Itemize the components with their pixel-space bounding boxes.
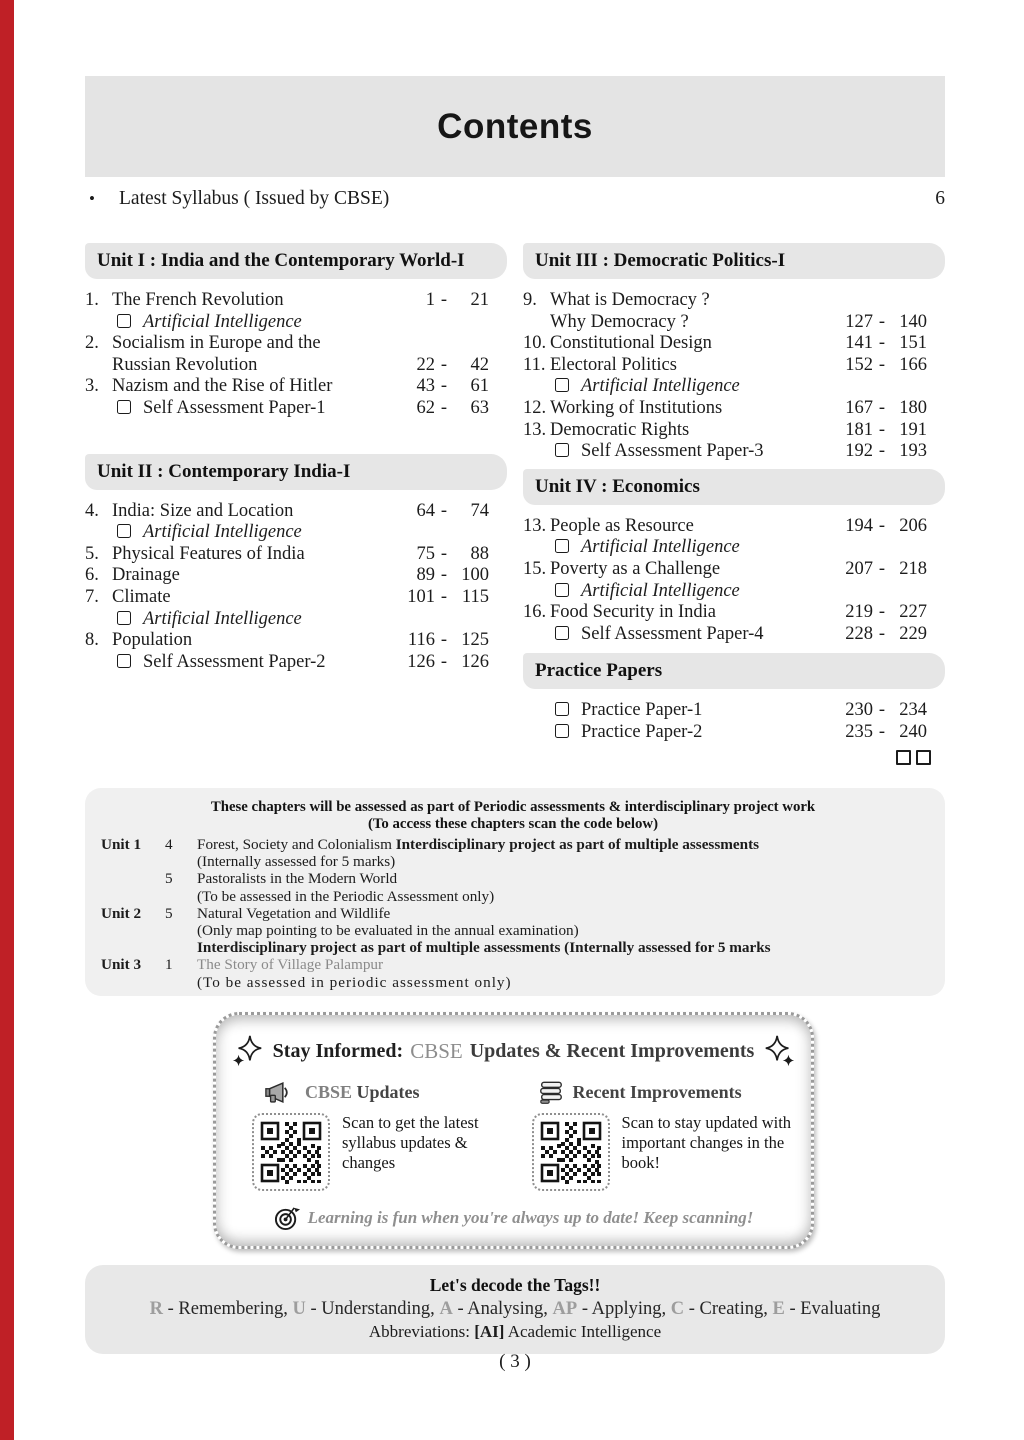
page-range-start: 152 bbox=[845, 354, 873, 375]
assessed-bold-note: Interdisciplinary project as part of multiple assessments bbox=[395, 836, 760, 853]
recent-improvements-header: Recent Improvements bbox=[538, 1080, 812, 1105]
toc-item-number: 4. bbox=[85, 500, 99, 521]
toc-subitem-title: Self Assessment Paper-3 bbox=[581, 441, 764, 462]
page-range-end: 206 bbox=[899, 515, 927, 536]
unit-header: Unit IV : Economics bbox=[523, 469, 945, 505]
assessed-unit: Unit 1 bbox=[101, 836, 142, 853]
page-range-start: 194 bbox=[845, 515, 873, 536]
toc-item-title: Russian Revolution bbox=[112, 354, 258, 375]
toc-subitem-title: Artificial Intelligence bbox=[581, 537, 740, 558]
bullet-icon: • bbox=[89, 189, 95, 208]
toc-item-title: Poverty as a Challenge bbox=[550, 558, 721, 579]
toc-subrow bbox=[85, 652, 507, 674]
toc-row bbox=[85, 376, 507, 398]
page-range-end: 125 bbox=[461, 630, 489, 651]
page-range-start: 1 bbox=[425, 290, 435, 310]
toc-item-title: Electoral Politics bbox=[550, 354, 677, 375]
toc-item-title: Physical Features of India bbox=[112, 543, 305, 564]
assessed-row bbox=[99, 956, 927, 973]
assessed-unit: Unit 3 bbox=[101, 956, 142, 974]
assessed-note: (Internally assessed for 5 marks) bbox=[197, 853, 396, 871]
assessed-chapter-number: 1 bbox=[165, 956, 173, 974]
toc-item-title: Working of Institutions bbox=[550, 397, 723, 418]
sparkle-icon bbox=[762, 1034, 796, 1068]
page-range-start: 181 bbox=[845, 419, 873, 440]
toc-item-title: Why Democracy ? bbox=[550, 311, 689, 332]
assessed-heading: These chapters will be assessed as part of Periodic assessments & interdisciplinary project work bbox=[210, 799, 816, 815]
toc-row-continuation bbox=[85, 355, 507, 377]
assessed-unit: Unit 2 bbox=[101, 904, 142, 922]
megaphone-icon bbox=[264, 1080, 296, 1105]
toc-subitem-title: Artificial Intelligence bbox=[143, 522, 302, 543]
range-dash: - bbox=[878, 515, 886, 536]
page-range-end: 227 bbox=[899, 602, 927, 623]
toc-item-number: 10. bbox=[523, 333, 547, 354]
toc-item-title: People as Resource bbox=[550, 515, 694, 536]
toc-item-number: 15. bbox=[523, 558, 547, 579]
books-icon bbox=[538, 1080, 564, 1105]
page-range-end: 63 bbox=[470, 397, 489, 418]
toc-row bbox=[523, 333, 945, 355]
toc-subitem-title: Practice Paper-2 bbox=[581, 721, 703, 742]
range-dash: - bbox=[878, 441, 886, 462]
range-dash: - bbox=[440, 376, 448, 397]
toc-subitem-title: Artificial Intelligence bbox=[143, 608, 302, 629]
assessed-note-row bbox=[99, 974, 927, 991]
page-range-end: 88 bbox=[470, 543, 489, 564]
assessed-bold-note: Interdisciplinary project as part of multiple assessments (Internally assessed for 5 marks bbox=[197, 939, 771, 957]
checkbox-icon bbox=[896, 750, 911, 765]
toc-row bbox=[85, 544, 507, 566]
toc-row bbox=[523, 516, 945, 538]
toc-subrow bbox=[85, 312, 507, 334]
toc-item-number: 8. bbox=[85, 630, 99, 651]
checkbox-icon bbox=[555, 724, 569, 738]
toc-row bbox=[85, 630, 507, 652]
page-range-start: 89 bbox=[416, 565, 435, 586]
toc-subrow bbox=[523, 376, 945, 398]
toc-row bbox=[85, 587, 507, 609]
range-dash: - bbox=[878, 333, 886, 354]
page-range-end: 140 bbox=[899, 311, 927, 332]
range-dash: - bbox=[440, 651, 448, 672]
cbse-updates-header: CBSE Updates bbox=[264, 1080, 538, 1105]
toc-subrow bbox=[85, 398, 507, 420]
qr-code-icon bbox=[538, 1119, 604, 1185]
toc-row bbox=[85, 333, 507, 355]
syllabus-page: 6 bbox=[935, 188, 945, 209]
toc-item-number: 6. bbox=[85, 565, 99, 586]
page-range-start: 230 bbox=[845, 700, 873, 721]
toc-subitem-title: Self Assessment Paper-1 bbox=[143, 397, 326, 418]
unit-header: Unit III : Democratic Politics-I bbox=[523, 243, 945, 279]
range-dash: - bbox=[440, 630, 448, 651]
toc-item-number: 13. bbox=[523, 515, 547, 536]
decode-tags-line: R - Remembering, U - Understanding, A - Analysing, AP - Applying, C - Creating, E - Evaluating bbox=[149, 1299, 881, 1319]
assessed-chapters-box bbox=[85, 788, 945, 996]
range-dash: - bbox=[440, 565, 448, 586]
toc-subitem-title: Self Assessment Paper-4 bbox=[581, 623, 764, 644]
assessed-note: (To be assessed in periodic assessment only) bbox=[197, 973, 512, 991]
stay-informed-footer: Learning is fun when you're always up to date! Keep scanning! bbox=[216, 1204, 811, 1231]
assessed-subheading: (To access these chapters scan the code below) bbox=[367, 816, 658, 832]
toc-item-title: Nazism and the Rise of Hitler bbox=[112, 376, 333, 397]
syllabus-label: Latest Syllabus ( Issued by CBSE) bbox=[119, 188, 390, 209]
checkbox-icon bbox=[555, 539, 569, 553]
range-dash: - bbox=[878, 397, 886, 418]
page-range-end: 218 bbox=[899, 558, 927, 579]
toc-item-title: What is Democracy ? bbox=[550, 290, 710, 310]
page-range-end: 61 bbox=[470, 376, 489, 397]
toc-row bbox=[85, 290, 507, 312]
toc-subitem-title: Artificial Intelligence bbox=[143, 311, 302, 332]
end-checkbox-icons bbox=[523, 750, 945, 765]
page-range-start: 127 bbox=[845, 311, 873, 332]
page-range-end: 166 bbox=[899, 354, 927, 375]
qr-caption: Scan to get the latest syllabus updates & changes bbox=[342, 1113, 479, 1172]
toc-subrow bbox=[523, 441, 945, 463]
qr-code-book-changes[interactable] bbox=[532, 1113, 610, 1191]
toc-item-title: India: Size and Location bbox=[112, 500, 294, 521]
range-dash: - bbox=[440, 354, 448, 375]
page-range-start: 64 bbox=[416, 500, 435, 521]
toc-item-number: 5. bbox=[85, 543, 99, 564]
range-dash: - bbox=[878, 354, 886, 375]
decode-title: Let's decode the Tags!! bbox=[429, 1275, 601, 1295]
toc-item-number: 16. bbox=[523, 602, 547, 623]
assessed-chapter-number: 5 bbox=[165, 904, 173, 922]
toc-item-number: 2. bbox=[85, 333, 99, 354]
checkbox-icon bbox=[555, 702, 569, 716]
sparkle-icon bbox=[231, 1034, 265, 1068]
range-dash: - bbox=[878, 721, 886, 742]
tag-letter: E bbox=[772, 1299, 785, 1319]
range-dash: - bbox=[878, 602, 886, 623]
book-changes-qr-group bbox=[532, 1113, 812, 1191]
page-range-end: 126 bbox=[461, 651, 489, 672]
stay-informed-title: Stay Informed: CBSE Updates & Recent Improvements bbox=[216, 1034, 811, 1068]
toc-subitem-title: Practice Paper-1 bbox=[581, 700, 703, 721]
checkbox-icon bbox=[117, 654, 131, 668]
assessed-chapter-number: 5 bbox=[165, 870, 173, 888]
toc-row bbox=[523, 398, 945, 420]
page-range-end: 240 bbox=[899, 721, 927, 742]
assessed-note-row bbox=[99, 922, 927, 939]
toc-subitem-title: Self Assessment Paper-2 bbox=[143, 651, 326, 672]
toc-left-column bbox=[85, 243, 507, 673]
assessed-chapter-title: Forest, Society and Colonialism bbox=[197, 836, 396, 853]
toc-item-number: 11. bbox=[523, 354, 546, 375]
toc-row bbox=[85, 501, 507, 523]
tag-letter: A bbox=[439, 1299, 453, 1319]
range-dash: - bbox=[878, 623, 886, 644]
range-dash: - bbox=[440, 500, 448, 521]
checkbox-icon bbox=[117, 314, 131, 328]
toc-item-title: Climate bbox=[112, 586, 171, 607]
page-range-end: 74 bbox=[470, 500, 489, 521]
assessed-note-row bbox=[99, 853, 927, 870]
page-range-end: 21 bbox=[470, 290, 489, 310]
tag-letter: U bbox=[292, 1299, 306, 1319]
assessed-row bbox=[99, 836, 927, 853]
page-range-end: 100 bbox=[461, 565, 489, 586]
toc-item-number: 3. bbox=[85, 376, 99, 397]
page-range-start: 192 bbox=[845, 441, 873, 462]
toc-subitem-title: Artificial Intelligence bbox=[581, 580, 740, 601]
page-range-start: 101 bbox=[407, 586, 435, 607]
checkbox-icon bbox=[117, 524, 131, 538]
toc-item-number: 13. bbox=[523, 419, 547, 440]
page-range-start: 22 bbox=[416, 354, 435, 375]
checkbox-icon bbox=[117, 611, 131, 625]
checkbox-icon bbox=[555, 626, 569, 640]
page-range-end: 234 bbox=[899, 700, 927, 721]
tag-letter: C bbox=[670, 1299, 685, 1319]
unit-header: Unit II : Contemporary India-I bbox=[85, 454, 507, 490]
assessed-chapter-number: 4 bbox=[165, 836, 173, 853]
toc-row bbox=[523, 355, 945, 377]
decode-tags-box bbox=[85, 1265, 945, 1354]
assessed-note-row bbox=[99, 888, 927, 905]
toc-right-column bbox=[523, 243, 945, 765]
toc-row-continuation bbox=[523, 312, 945, 334]
qr-code-icon bbox=[258, 1119, 324, 1185]
page-edge-stripe bbox=[0, 0, 14, 1440]
tag-letter: AP bbox=[552, 1299, 578, 1319]
toc-row bbox=[85, 565, 507, 587]
range-dash: - bbox=[440, 290, 448, 310]
toc-item-title: Constitutional Design bbox=[550, 333, 712, 354]
page-range-end: 42 bbox=[470, 354, 489, 375]
stay-informed-box bbox=[213, 1012, 814, 1249]
assessed-row bbox=[99, 905, 927, 922]
page-range-end: 229 bbox=[899, 623, 927, 644]
page-range-end: 191 bbox=[899, 419, 927, 440]
page-range-end: 115 bbox=[461, 586, 489, 607]
dart-target-icon bbox=[274, 1204, 301, 1231]
checkbox-icon bbox=[916, 750, 931, 765]
assessed-note: (Only map pointing to be evaluated in the annual examination) bbox=[197, 922, 579, 940]
toc-item-number: 1. bbox=[85, 290, 99, 310]
toc-item-title: The French Revolution bbox=[112, 290, 284, 310]
assessed-chapter-title: Pastoralists in the Modern World bbox=[197, 870, 398, 888]
page-range-start: 219 bbox=[845, 602, 873, 623]
toc-subitem-title: Artificial Intelligence bbox=[581, 376, 740, 397]
abbreviations-line: Abbreviations: [AI] Academic Intelligence bbox=[368, 1322, 662, 1341]
page-range-start: 62 bbox=[416, 397, 435, 418]
assessed-chapter-title: Natural Vegetation and Wildlife bbox=[197, 904, 391, 922]
checkbox-icon bbox=[555, 443, 569, 457]
toc-row bbox=[523, 420, 945, 442]
qr-code-syllabus[interactable] bbox=[252, 1113, 330, 1191]
syllabus-updates-qr-group bbox=[252, 1113, 532, 1191]
page-range-start: 141 bbox=[845, 333, 873, 354]
range-dash: - bbox=[878, 419, 886, 440]
checkbox-icon bbox=[555, 378, 569, 392]
toc-item-number: 9. bbox=[523, 290, 537, 310]
toc-item-title: Population bbox=[112, 630, 193, 651]
page-range-start: 116 bbox=[407, 630, 435, 651]
toc-row bbox=[523, 290, 945, 312]
range-dash: - bbox=[878, 311, 886, 332]
page-range-start: 228 bbox=[845, 623, 873, 644]
assessed-note-row bbox=[99, 939, 927, 956]
range-dash: - bbox=[440, 586, 448, 607]
toc-item-number: 7. bbox=[85, 586, 99, 607]
checkbox-icon bbox=[117, 400, 131, 414]
range-dash: - bbox=[440, 543, 448, 564]
page-range-start: 126 bbox=[407, 651, 435, 672]
page-range-end: 151 bbox=[899, 333, 927, 354]
page-title: Contents bbox=[437, 106, 593, 146]
range-dash: - bbox=[878, 700, 886, 721]
page-range-start: 207 bbox=[845, 558, 873, 579]
toc-row bbox=[523, 602, 945, 624]
toc-subrow bbox=[523, 537, 945, 559]
assessed-row bbox=[99, 870, 927, 887]
unit-header: Unit I : India and the Contemporary World-I bbox=[85, 243, 507, 279]
toc-subrow bbox=[523, 700, 945, 722]
toc-item-title: Drainage bbox=[112, 565, 180, 586]
toc-subrow bbox=[523, 624, 945, 646]
toc-item-title: Food Security in India bbox=[550, 602, 716, 623]
toc-item-title: Socialism in Europe and the bbox=[112, 333, 321, 354]
range-dash: - bbox=[440, 397, 448, 418]
qr-caption: Scan to stay updated with important changes in the book! bbox=[621, 1113, 792, 1172]
page-number: ( 3 ) bbox=[499, 1351, 531, 1372]
checkbox-icon bbox=[555, 583, 569, 597]
page-range-start: 43 bbox=[416, 376, 435, 397]
assessed-chapter-title: The Story of Village Palampur bbox=[197, 956, 384, 974]
page-range-start: 235 bbox=[845, 721, 873, 742]
page-range-end: 180 bbox=[899, 397, 927, 418]
tag-letter: R bbox=[149, 1299, 163, 1319]
syllabus-row bbox=[85, 188, 945, 210]
toc-subrow bbox=[85, 609, 507, 631]
toc-subrow bbox=[523, 581, 945, 603]
range-dash: - bbox=[878, 558, 886, 579]
toc-item-number: 12. bbox=[523, 397, 547, 418]
toc-subrow bbox=[523, 722, 945, 744]
toc-row bbox=[523, 559, 945, 581]
contents-banner bbox=[85, 76, 945, 177]
page-range-end: 193 bbox=[899, 441, 927, 462]
assessed-note: (To be assessed in the Periodic Assessment only) bbox=[197, 887, 495, 905]
toc-item-title: Democratic Rights bbox=[550, 419, 690, 440]
page-range-start: 167 bbox=[845, 397, 873, 418]
toc-subrow bbox=[85, 522, 507, 544]
practice-papers-header: Practice Papers bbox=[523, 653, 945, 689]
page-range-start: 75 bbox=[416, 543, 435, 564]
